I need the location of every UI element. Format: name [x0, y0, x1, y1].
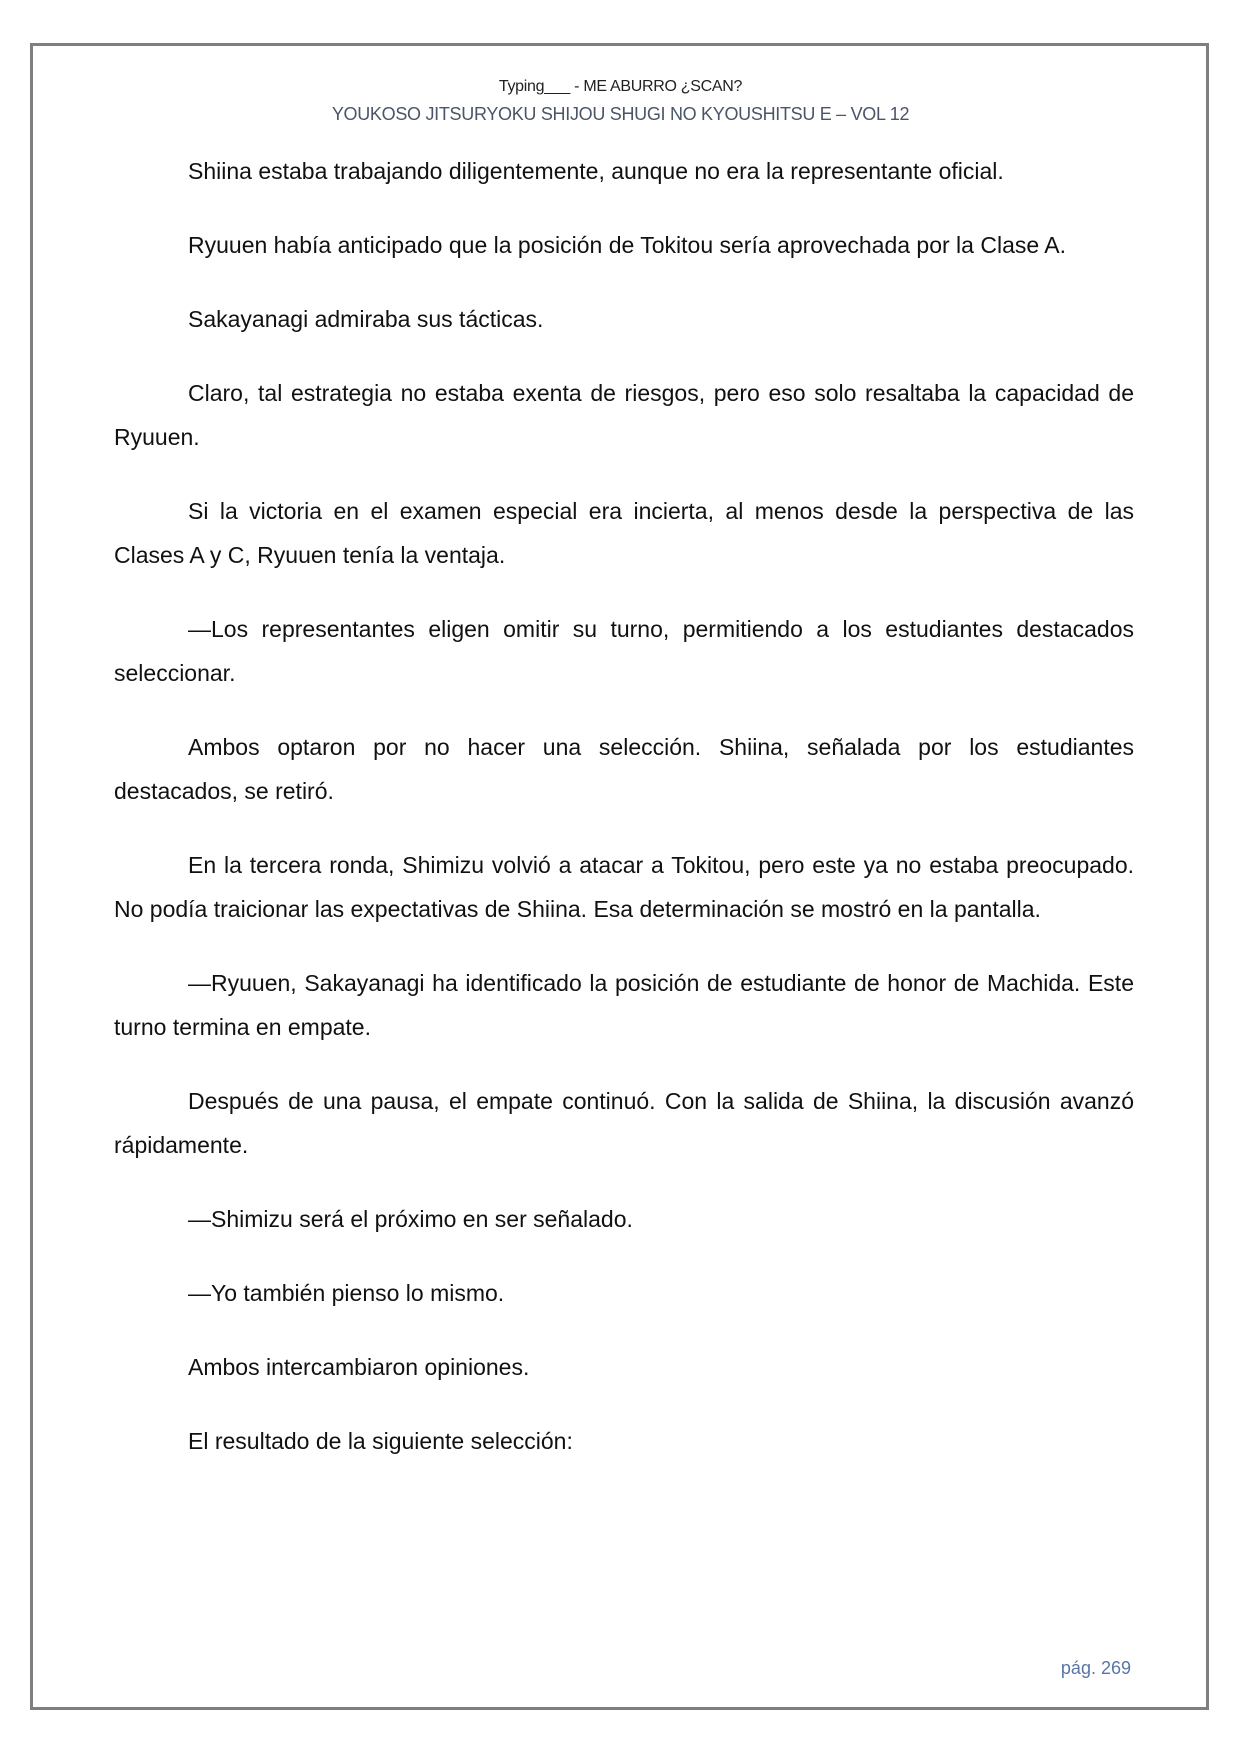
paragraph: Sakayanagi admiraba sus tácticas. [188, 306, 544, 332]
paragraph: En la tercera ronda, Shimizu volvió a atacar a Tokitou, pero este ya no estaba preocupado. No podía traicionar las expectativas de Shiina. Esa determinación se mostró en la pantalla. [114, 852, 1134, 922]
paragraph: —Yo también pienso lo mismo. [188, 1280, 505, 1306]
header-title: YOUKOSO JITSURYOKU SHIJOU SHUGI NO KYOUSHITSU E – VOL 12 [331, 104, 910, 124]
paragraph: El resultado de la siguiente selección: [188, 1428, 573, 1454]
paragraph: Ambos optaron por no hacer una selección. Shiina, señalada por los estudiantes destacados, se retiró. [114, 734, 1134, 804]
body-text [114, 149, 1134, 1493]
paragraph: Shiina estaba trabajando diligentemente, aunque no era la representante oficial. [188, 158, 1004, 184]
header-credit: Typing___ - ME ABURRO ¿SCAN? [498, 78, 743, 95]
paragraph: Después de una pausa, el empate continuó. Con la salida de Shiina, la discusión avanzó rápidamente. [114, 1088, 1134, 1158]
paragraph: Si la victoria en el examen especial era incierta, al menos desde la perspectiva de las Clases A y C, Ryuuen tenía la ventaja. [114, 498, 1134, 568]
paragraph: —Los representantes eligen omitir su turno, permitiendo a los estudiantes destacados seleccionar. [114, 616, 1134, 686]
paragraph: —Ryuuen, Sakayanagi ha identificado la posición de estudiante de honor de Machida. Este turno termina en empate. [114, 970, 1134, 1040]
paragraph: Claro, tal estrategia no estaba exenta de riesgos, pero eso solo resaltaba la capacidad de Ryuuen. [114, 380, 1134, 450]
paragraph: —Shimizu será el próximo en ser señalado. [188, 1206, 633, 1232]
paragraph: Ryuuen había anticipado que la posición de Tokitou sería aprovechada por la Clase A. [188, 232, 1066, 258]
paragraph: Ambos intercambiaron opiniones. [188, 1354, 530, 1380]
page-number: pág. 269 [1060, 1658, 1131, 1678]
